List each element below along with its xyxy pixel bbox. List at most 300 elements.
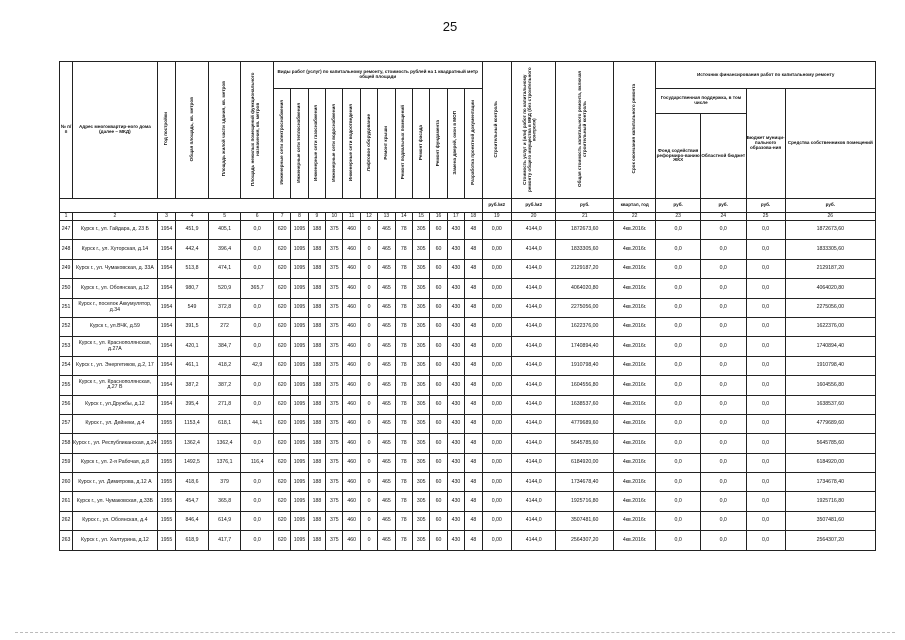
nonres-area-cell: 365,7	[241, 279, 274, 298]
work-cost-cell: 0	[360, 298, 377, 317]
work-cost-cell: 430	[447, 221, 464, 240]
header-total-area: Общая площадь, кв. метров	[188, 96, 194, 162]
work-cost-cell: 460	[343, 414, 360, 433]
municipal-cell: 0,0	[746, 395, 785, 414]
header-work-10: Ремонт фундамента	[435, 119, 441, 166]
header-n: № п/п	[60, 62, 73, 199]
work-cost-cell: 430	[447, 434, 464, 453]
year-cell: 1954	[157, 240, 175, 259]
fund-cell: 0,0	[656, 531, 701, 550]
header-work-3: Инженерные сети газоснабжения	[313, 104, 319, 181]
owners-cell: 6184920,00	[785, 453, 875, 472]
header-work-5: Инженерные сети водоотведения	[348, 104, 354, 182]
unit-cost-cell: 4144,0	[511, 395, 556, 414]
work-cost-cell: 305	[412, 473, 429, 492]
address-cell: Курск г., ул. Халтурина, д.12	[73, 531, 158, 550]
work-cost-cell: 78	[395, 395, 412, 414]
work-cost-cell: 1095	[291, 434, 308, 453]
total-cost-cell: 1622376,00	[556, 317, 614, 336]
municipal-cell: 0,0	[746, 492, 785, 511]
work-cost-cell: 620	[273, 279, 290, 298]
year-cell: 1954	[157, 395, 175, 414]
work-cost-cell: 305	[412, 376, 429, 395]
work-cost-cell: 465	[378, 395, 395, 414]
work-cost-cell: 78	[395, 511, 412, 530]
work-cost-cell: 0	[360, 279, 377, 298]
work-cost-cell: 1095	[291, 221, 308, 240]
municipal-cell: 0,0	[746, 221, 785, 240]
construction-control-cell: 0,00	[482, 376, 511, 395]
column-number: 2	[73, 213, 158, 221]
table-row	[60, 492, 876, 511]
work-cost-cell: 465	[378, 376, 395, 395]
work-cost-cell: 375	[326, 356, 343, 375]
deadline-cell: 4кв.2016г.	[614, 453, 656, 472]
work-cost-cell: 305	[412, 395, 429, 414]
construction-control-cell: 0,00	[482, 453, 511, 472]
address-cell: Курск г., ул. Краснополянская, д.27А	[73, 337, 158, 356]
regional-cell: 0,0	[700, 376, 746, 395]
header-work-12: Разработка проектной документации	[469, 100, 475, 186]
nonres-area-cell: 116,4	[241, 453, 274, 472]
work-cost-cell: 430	[447, 356, 464, 375]
total-area-cell: 1153,4	[176, 414, 209, 433]
unit-cost-cell: 4144,0	[511, 531, 556, 550]
column-number: 22	[614, 213, 656, 221]
work-cost-cell: 430	[447, 453, 464, 472]
address-cell: Курск г., ул.Дружбы, д.12	[73, 395, 158, 414]
deadline-cell: 4кв.2016г.	[614, 221, 656, 240]
address-cell: Курск г., ул. Республиканская, д.24	[73, 434, 158, 453]
owners-cell: 3507481,60	[785, 511, 875, 530]
work-cost-cell: 188	[308, 511, 325, 530]
unit-cost-cell: 4144,0	[511, 279, 556, 298]
fund-cell: 0,0	[656, 511, 701, 530]
row-number: 249	[60, 259, 73, 278]
table-row	[60, 317, 876, 336]
total-area-cell: 418,6	[176, 473, 209, 492]
regional-cell: 0,0	[700, 414, 746, 433]
work-cost-cell: 78	[395, 259, 412, 278]
column-number: 18	[465, 213, 483, 221]
work-cost-cell: 620	[273, 317, 290, 336]
nonres-area-cell: 0,0	[241, 492, 274, 511]
work-cost-cell: 460	[343, 221, 360, 240]
work-cost-cell: 48	[465, 337, 483, 356]
work-cost-cell: 188	[308, 298, 325, 317]
owners-cell: 2129187,20	[785, 259, 875, 278]
work-cost-cell: 460	[343, 511, 360, 530]
work-cost-cell: 305	[412, 453, 429, 472]
living-area-cell: 387,2	[208, 376, 241, 395]
work-cost-cell: 188	[308, 434, 325, 453]
work-cost-cell: 465	[378, 298, 395, 317]
column-number: 3	[157, 213, 175, 221]
living-area-cell: 520,9	[208, 279, 241, 298]
table-row	[60, 395, 876, 414]
deadline-cell: 4кв.2016г.	[614, 434, 656, 453]
work-cost-cell: 375	[326, 317, 343, 336]
work-cost-cell: 465	[378, 259, 395, 278]
deadline-cell: 4кв.2016г.	[614, 531, 656, 550]
nonres-area-cell: 0,0	[241, 395, 274, 414]
work-cost-cell: 188	[308, 259, 325, 278]
regional-cell: 0,0	[700, 279, 746, 298]
work-cost-cell: 188	[308, 221, 325, 240]
work-cost-cell: 60	[430, 240, 447, 259]
work-cost-cell: 620	[273, 473, 290, 492]
total-cost-cell: 3507481,60	[556, 511, 614, 530]
work-cost-cell: 48	[465, 376, 483, 395]
year-cell: 1954	[157, 356, 175, 375]
header-work-4: Инженерные сети водоснабжения	[330, 103, 336, 182]
construction-control-cell: 0,00	[482, 492, 511, 511]
work-cost-cell: 1095	[291, 531, 308, 550]
address-cell: Курск г., ул. Энергетиков, д.2, 17	[73, 356, 158, 375]
work-cost-cell: 305	[412, 531, 429, 550]
total-area-cell: 454,7	[176, 492, 209, 511]
deadline-cell: 4кв.2016г.	[614, 511, 656, 530]
owners-cell: 4064020,80	[785, 279, 875, 298]
page-number: 25	[442, 19, 458, 34]
municipal-cell: 0,0	[746, 298, 785, 317]
work-cost-cell: 465	[378, 240, 395, 259]
work-cost-cell: 60	[430, 395, 447, 414]
total-cost-cell: 2129187,20	[556, 259, 614, 278]
work-cost-cell: 48	[465, 511, 483, 530]
work-cost-cell: 188	[308, 376, 325, 395]
nonres-area-cell: 0,0	[241, 531, 274, 550]
work-cost-cell: 0	[360, 434, 377, 453]
total-area-cell: 549	[176, 298, 209, 317]
work-cost-cell: 620	[273, 221, 290, 240]
work-cost-cell: 48	[465, 279, 483, 298]
work-cost-cell: 375	[326, 473, 343, 492]
row-number: 256	[60, 395, 73, 414]
header-work-1: Инженерные сети электроснабжения	[278, 100, 284, 185]
fund-cell: 0,0	[656, 356, 701, 375]
row-number: 248	[60, 240, 73, 259]
address-cell: Курск г., ул. Димитрова, д.12 А	[73, 473, 158, 492]
table-row	[60, 473, 876, 492]
address-cell: Курск г., ул. 2-я Рабочая, д.8	[73, 453, 158, 472]
municipal-cell: 0,0	[746, 240, 785, 259]
fund-cell: 0,0	[656, 240, 701, 259]
header-work-7: Ремонт крыши	[382, 125, 388, 160]
work-cost-cell: 188	[308, 453, 325, 472]
work-cost-cell: 1095	[291, 279, 308, 298]
address-cell: Курск г., ул. Гайдара, д. 23 Б	[73, 221, 158, 240]
column-number: 21	[556, 213, 614, 221]
table-row	[60, 259, 876, 278]
table-row	[60, 414, 876, 433]
row-number: 258	[60, 434, 73, 453]
regional-cell: 0,0	[700, 317, 746, 336]
year-cell: 1955	[157, 414, 175, 433]
total-cost-cell: 1925716,80	[556, 492, 614, 511]
work-cost-cell: 305	[412, 414, 429, 433]
municipal-cell: 0,0	[746, 531, 785, 550]
year-cell: 1954	[157, 337, 175, 356]
work-cost-cell: 48	[465, 221, 483, 240]
total-cost-cell: 1740894,40	[556, 337, 614, 356]
regional-cell: 0,0	[700, 511, 746, 530]
total-area-cell: 387,2	[176, 376, 209, 395]
work-cost-cell: 0	[360, 376, 377, 395]
total-area-cell: 451,9	[176, 221, 209, 240]
header-unit-cost: Стоимость услуг и (или) работ по капитальному ремонту общего имущества в МКД (без строительного контроля)	[521, 66, 537, 192]
total-cost-cell: 2564307,20	[556, 531, 614, 550]
work-cost-cell: 48	[465, 395, 483, 414]
owners-cell: 5645785,60	[785, 434, 875, 453]
work-cost-cell: 1095	[291, 337, 308, 356]
unit-cost-cell: 4144,0	[511, 376, 556, 395]
deadline-cell: 4кв.2016г.	[614, 473, 656, 492]
header-work-2: Инженерные сети теплоснабжения	[296, 102, 302, 183]
work-cost-cell: 0	[360, 221, 377, 240]
deadline-cell: 4кв.2016г.	[614, 240, 656, 259]
construction-control-cell: 0,00	[482, 434, 511, 453]
work-cost-cell: 0	[360, 356, 377, 375]
work-cost-cell: 48	[465, 453, 483, 472]
column-number: 12	[360, 213, 377, 221]
work-cost-cell: 78	[395, 414, 412, 433]
column-number: 14	[395, 213, 412, 221]
work-cost-cell: 60	[430, 473, 447, 492]
column-number: 4	[176, 213, 209, 221]
construction-control-cell: 0,00	[482, 337, 511, 356]
work-cost-cell: 375	[326, 337, 343, 356]
living-area-cell: 405,1	[208, 221, 241, 240]
work-cost-cell: 375	[326, 259, 343, 278]
work-cost-cell: 375	[326, 395, 343, 414]
work-cost-cell: 305	[412, 337, 429, 356]
total-area-cell: 513,8	[176, 259, 209, 278]
work-cost-cell: 620	[273, 511, 290, 530]
total-cost-cell: 1833305,60	[556, 240, 614, 259]
work-cost-cell: 465	[378, 279, 395, 298]
unit-cost-cell: 4144,0	[511, 473, 556, 492]
address-cell: Курск г., ул. Краснополянская, д.27 В	[73, 376, 158, 395]
work-cost-cell: 60	[430, 511, 447, 530]
work-cost-cell: 305	[412, 511, 429, 530]
owners-cell: 1833305,60	[785, 240, 875, 259]
work-cost-cell: 465	[378, 511, 395, 530]
work-cost-cell: 1095	[291, 414, 308, 433]
work-cost-cell: 375	[326, 240, 343, 259]
work-cost-cell: 460	[343, 376, 360, 395]
work-cost-cell: 0	[360, 492, 377, 511]
regional-cell: 0,0	[700, 259, 746, 278]
address-cell: Курск г., ул.ВЧК, д.59	[73, 317, 158, 336]
work-cost-cell: 60	[430, 221, 447, 240]
work-cost-cell: 430	[447, 298, 464, 317]
regional-cell: 0,0	[700, 298, 746, 317]
year-cell: 1954	[157, 279, 175, 298]
year-cell: 1954	[157, 259, 175, 278]
owners-cell: 1734678,40	[785, 473, 875, 492]
year-cell: 1955	[157, 492, 175, 511]
header-owners: Средства собственников помещений	[785, 89, 875, 199]
living-area-cell: 614,9	[208, 511, 241, 530]
living-area-cell: 271,8	[208, 395, 241, 414]
column-number: 17	[447, 213, 464, 221]
work-cost-cell: 460	[343, 492, 360, 511]
total-cost-cell: 4779689,60	[556, 414, 614, 433]
owners-cell: 1910798,40	[785, 356, 875, 375]
work-cost-cell: 60	[430, 492, 447, 511]
work-cost-cell: 60	[430, 414, 447, 433]
table-row	[60, 434, 876, 453]
year-cell: 1955	[157, 453, 175, 472]
header-regional: Областной бюджет	[700, 114, 746, 199]
address-cell: Курск г., ул. Чумаковская, д. 33А	[73, 259, 158, 278]
regional-cell: 0,0	[700, 221, 746, 240]
work-cost-cell: 305	[412, 279, 429, 298]
row-number: 263	[60, 531, 73, 550]
regional-cell: 0,0	[700, 434, 746, 453]
row-number: 252	[60, 317, 73, 336]
construction-control-cell: 0,00	[482, 531, 511, 550]
work-cost-cell: 620	[273, 453, 290, 472]
work-cost-cell: 188	[308, 492, 325, 511]
work-cost-cell: 465	[378, 473, 395, 492]
work-cost-cell: 0	[360, 240, 377, 259]
work-cost-cell: 48	[465, 298, 483, 317]
work-cost-cell: 48	[465, 434, 483, 453]
row-number: 251	[60, 298, 73, 317]
total-cost-cell: 1638537,60	[556, 395, 614, 414]
construction-control-cell: 0,00	[482, 221, 511, 240]
year-cell: 1955	[157, 531, 175, 550]
municipal-cell: 0,0	[746, 279, 785, 298]
work-cost-cell: 375	[326, 221, 343, 240]
deadline-cell: 4кв.2016г.	[614, 414, 656, 433]
fund-cell: 0,0	[656, 259, 701, 278]
header-work-11: Замена дверей, окон в МОП	[452, 110, 458, 175]
capital-repair-table	[59, 61, 876, 551]
work-cost-cell: 0	[360, 473, 377, 492]
work-cost-cell: 78	[395, 221, 412, 240]
column-number: 26	[785, 213, 875, 221]
unit-municipal: руб.	[746, 199, 785, 213]
owners-cell: 1604556,80	[785, 376, 875, 395]
row-number: 260	[60, 473, 73, 492]
address-cell: Курск г., ул. Хуторская, д.14	[73, 240, 158, 259]
work-cost-cell: 188	[308, 414, 325, 433]
work-cost-cell: 305	[412, 356, 429, 375]
regional-cell: 0,0	[700, 337, 746, 356]
work-cost-cell: 78	[395, 376, 412, 395]
living-area-cell: 379	[208, 473, 241, 492]
year-cell: 1954	[157, 298, 175, 317]
year-cell: 1954	[157, 221, 175, 240]
owners-cell: 1925716,80	[785, 492, 875, 511]
table-row	[60, 511, 876, 530]
work-cost-cell: 620	[273, 337, 290, 356]
work-cost-cell: 1095	[291, 473, 308, 492]
work-cost-cell: 460	[343, 395, 360, 414]
work-cost-cell: 1095	[291, 511, 308, 530]
header-work-8: Ремонт подвальных помещений	[400, 105, 406, 180]
row-number: 257	[60, 414, 73, 433]
work-cost-cell: 1095	[291, 317, 308, 336]
owners-cell: 4779689,60	[785, 414, 875, 433]
work-cost-cell: 0	[360, 337, 377, 356]
work-cost-cell: 465	[378, 434, 395, 453]
work-cost-cell: 430	[447, 259, 464, 278]
municipal-cell: 0,0	[746, 337, 785, 356]
fund-cell: 0,0	[656, 317, 701, 336]
work-cost-cell: 430	[447, 414, 464, 433]
work-cost-cell: 465	[378, 531, 395, 550]
work-cost-cell: 78	[395, 317, 412, 336]
work-cost-cell: 460	[343, 240, 360, 259]
municipal-cell: 0,0	[746, 356, 785, 375]
work-cost-cell: 465	[378, 414, 395, 433]
municipal-cell: 0,0	[746, 376, 785, 395]
work-cost-cell: 620	[273, 259, 290, 278]
nonres-area-cell: 44,1	[241, 414, 274, 433]
column-number-row	[60, 213, 876, 221]
construction-control-cell: 0,00	[482, 240, 511, 259]
work-cost-cell: 460	[343, 531, 360, 550]
regional-cell: 0,0	[700, 395, 746, 414]
total-area-cell: 1362,4	[176, 434, 209, 453]
unit-term: квартал, год	[614, 199, 656, 213]
header-address: Адрес многоквартир-ного дома (далее – МКД)	[73, 62, 158, 199]
work-cost-cell: 375	[326, 492, 343, 511]
fund-cell: 0,0	[656, 337, 701, 356]
owners-cell: 1622376,00	[785, 317, 875, 336]
work-cost-cell: 430	[447, 492, 464, 511]
work-cost-cell: 430	[447, 531, 464, 550]
work-cost-cell: 78	[395, 279, 412, 298]
municipal-cell: 0,0	[746, 453, 785, 472]
column-number: 5	[208, 213, 241, 221]
work-cost-cell: 430	[447, 240, 464, 259]
table-row	[60, 298, 876, 317]
fund-cell: 0,0	[656, 492, 701, 511]
work-cost-cell: 48	[465, 492, 483, 511]
fund-cell: 0,0	[656, 376, 701, 395]
living-area-cell: 365,8	[208, 492, 241, 511]
living-area-cell: 418,2	[208, 356, 241, 375]
header-fund: Фонд содействия реформиро-ванию ЖКХ	[656, 114, 701, 199]
nonres-area-cell: 0,0	[241, 298, 274, 317]
municipal-cell: 0,0	[746, 434, 785, 453]
work-cost-cell: 78	[395, 240, 412, 259]
fund-cell: 0,0	[656, 279, 701, 298]
work-cost-cell: 48	[465, 531, 483, 550]
work-cost-cell: 375	[326, 414, 343, 433]
total-area-cell: 391,5	[176, 317, 209, 336]
work-cost-cell: 460	[343, 473, 360, 492]
work-cost-cell: 430	[447, 337, 464, 356]
work-cost-cell: 430	[447, 279, 464, 298]
work-cost-cell: 0	[360, 259, 377, 278]
living-area-cell: 384,7	[208, 337, 241, 356]
unit-total: руб.	[556, 199, 614, 213]
work-cost-cell: 0	[360, 395, 377, 414]
nonres-area-cell: 42,9	[241, 356, 274, 375]
work-cost-cell: 460	[343, 356, 360, 375]
work-cost-cell: 305	[412, 298, 429, 317]
living-area-cell: 272	[208, 317, 241, 336]
work-cost-cell: 305	[412, 434, 429, 453]
fund-cell: 0,0	[656, 298, 701, 317]
nonres-area-cell: 0,0	[241, 473, 274, 492]
